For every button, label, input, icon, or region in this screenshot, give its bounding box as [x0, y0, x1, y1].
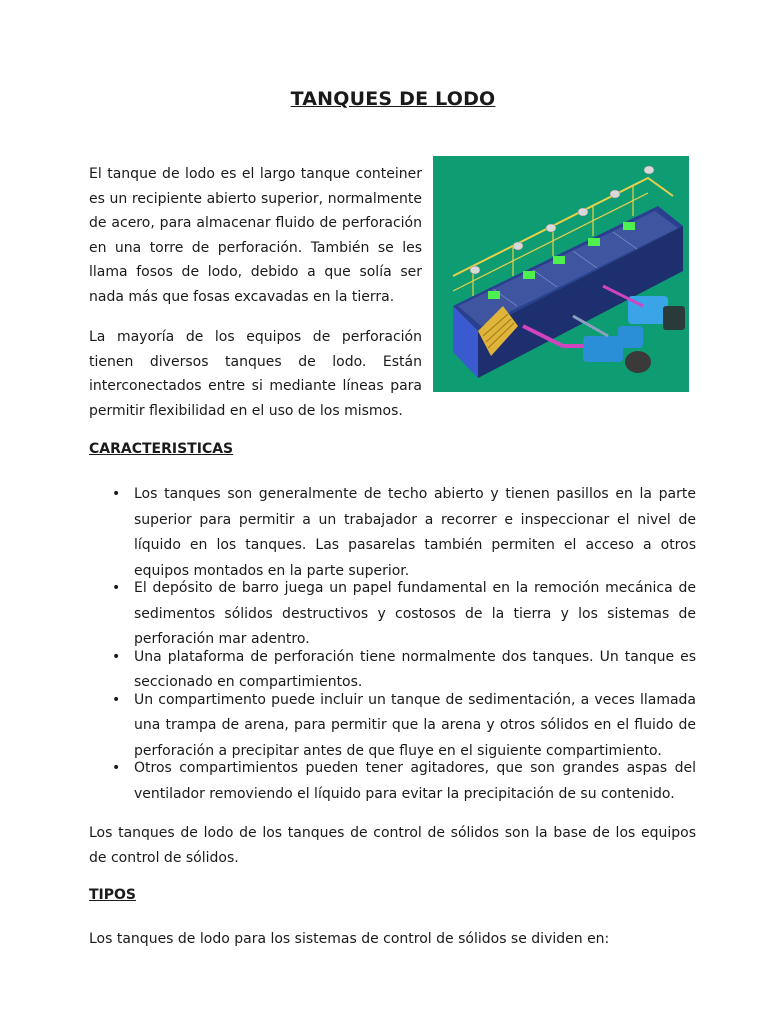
- intro-paragraph-2: La mayoría de los equipos de perforación tienen diversos tanques de lodo. Están interconectados entre si mediante líneas para permitir flexibilidad en el uso de los mismos.: [89, 329, 422, 419]
- bullet-icon: •: [112, 486, 121, 502]
- list-item: [111, 482, 696, 584]
- characteristics-heading: CARACTERISTICAS: [89, 441, 234, 457]
- mud-tank-illustration: [433, 156, 689, 392]
- summary-paragraph: Los tanques de lodo de los tanques de control de sólidos son la base de los equipos de control de sólidos.: [89, 825, 696, 866]
- bullet-icon: •: [112, 580, 121, 596]
- list-item-text: Una plataforma de perforación tiene normalmente dos tanques. Un tanque es seccionado en compartimientos.: [134, 648, 696, 690]
- list-item: [111, 688, 696, 765]
- list-item-text: Un compartimento puede incluir un tanque de sedimentación, a veces llamada una trampa de arena, para permitir que la arena y otros sólidos en el fluido de perforación a precipitar antes de que fluye en el siguiente compartimiento.: [134, 691, 696, 759]
- list-item-text: Otros compartimientos pueden tener agitadores, que son grandes aspas del ventilador removiendo el líquido para evitar la precipitación de su contenido.: [134, 760, 696, 802]
- mud-tank-drawing: [433, 156, 689, 392]
- types-heading: TIPOS: [89, 887, 137, 903]
- types-intro: Los tanques de lodo para los sistemas de control de sólidos se dividen en:: [89, 931, 610, 947]
- list-item-text: Los tanques son generalmente de techo abierto y tienen pasillos en la parte superior para permitir a un trabajador a recorrer e inspeccionar el nivel de líquido en los tanques. Las pasarelas también permiten el acceso a otros equipos montados en la parte superior.: [134, 486, 696, 579]
- intro-paragraph: El tanque de lodo es el largo tanque conteiner es un recipiente abierto superior, normalmente de acero, para almacenar fluido de perforación en una torre de perforación. También se les llama fosos de lodo, debido a que solía ser nada más que fosas excavadas en la tierra.: [89, 166, 422, 305]
- characteristics-list: [111, 482, 696, 802]
- list-item-text: El depósito de barro juega un papel fundamental en la remoción mecánica de sedimentos sólidos destructivos y costosos de la tierra y los sistemas de perforación mar adentro.: [134, 580, 696, 647]
- bullet-icon: •: [112, 691, 121, 708]
- list-item: [111, 576, 696, 653]
- bullet-icon: •: [112, 760, 121, 776]
- bullet-icon: •: [112, 648, 121, 665]
- list-item: [111, 756, 696, 807]
- page-title: TANQUES DE LODO: [290, 88, 496, 110]
